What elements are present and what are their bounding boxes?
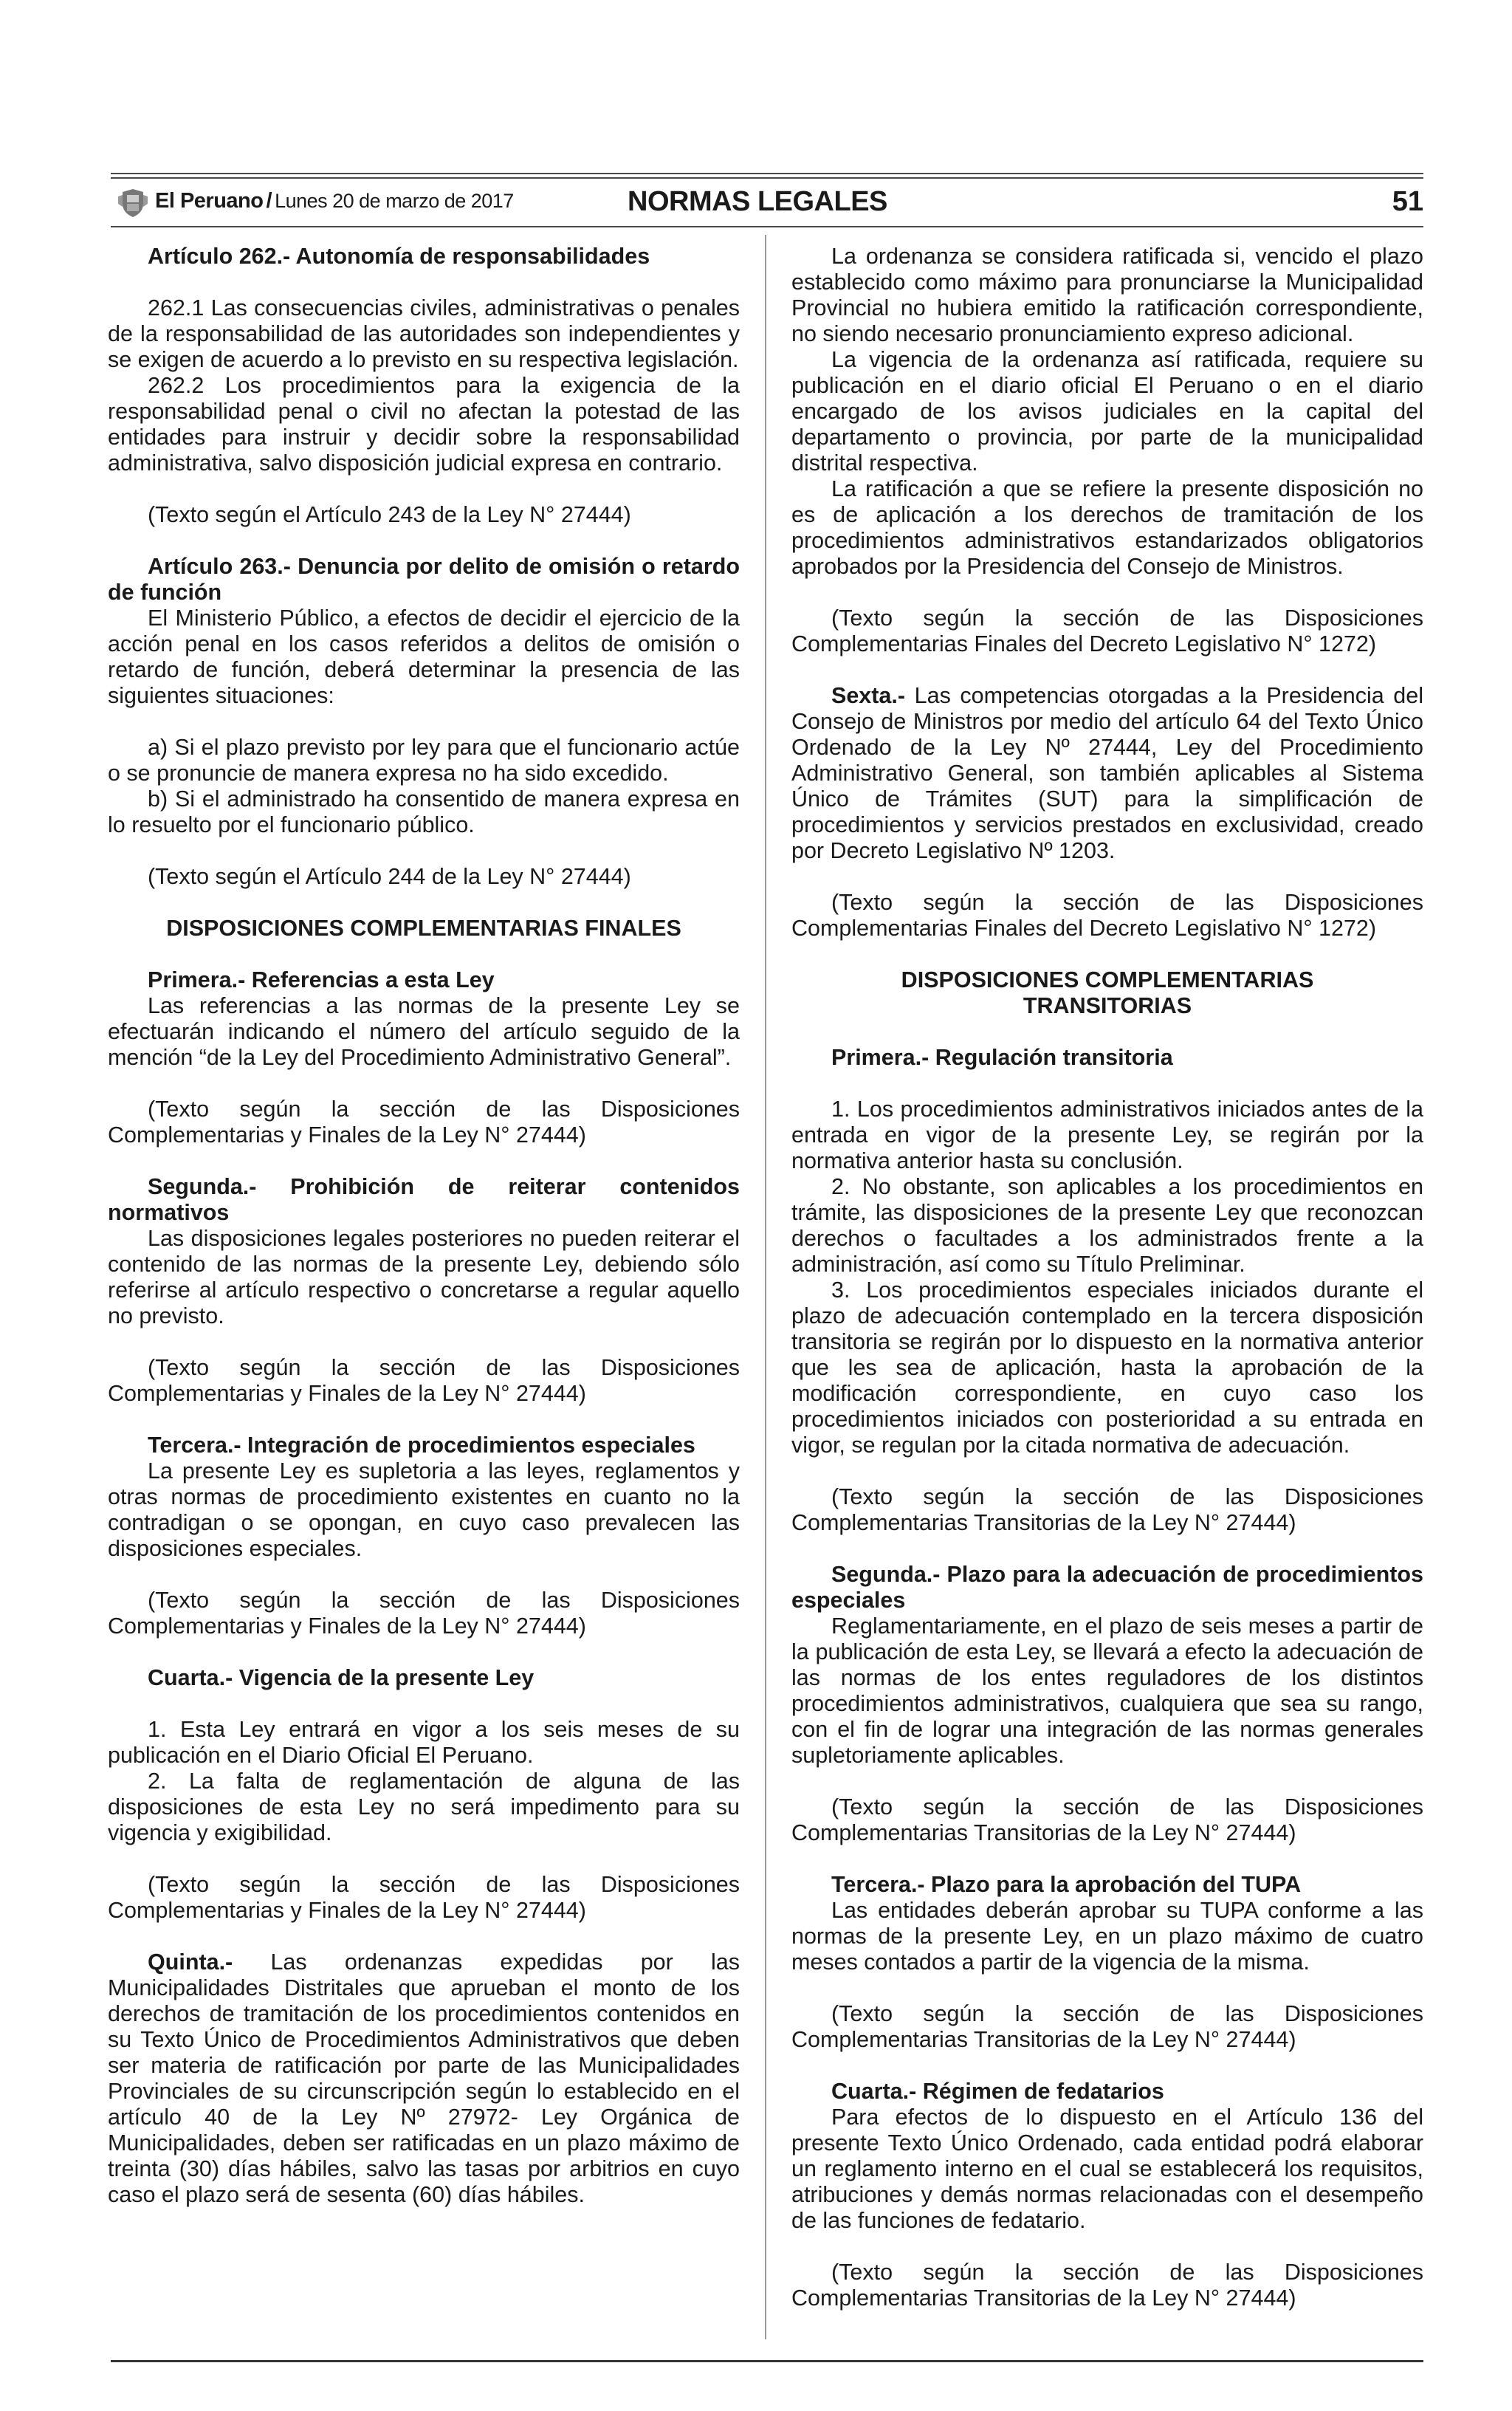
transitional-heading-line-2: TRANSITORIAS [1023,993,1192,1018]
column-divider [765,235,766,2339]
article-263-title: Artículo 263.- Denuncia por delito de omisión o retardo de función [108,554,740,605]
issue-date: Lunes 20 de marzo de 2017 [275,190,514,212]
final-sexta-title: Sexta.- [831,683,906,708]
header-rule [111,226,1423,227]
transitional-cuarta-body: Para efectos de lo dispuesto en el Artículo 136 del presente Texto Único Ordenado, cada entidad podrá elaborar un reglamento interno en el cual se establecerá los requisitos, atribuciones y demás normas relacionadas con el desempeño de las funciones de fedatario. [791,2105,1423,2233]
article-263-b: b) Si el administrado ha consentido de manera expresa en lo resuelto por el funcionario público. [108,786,740,837]
article-262-source: (Texto según el Artículo 243 de la Ley N° 27444) [148,502,631,527]
brand-separator: / [266,189,272,213]
final-tercera-body: La presente Ley es supletoria a las leyes, reglamentos y otras normas de procedimiento existentes en cuanto no la contradigan o se opongan, en cuyo caso prevalecen las disposiciones especiales. [108,1458,740,1561]
transitional-primera-title: Primera.- Regulación transitoria [831,1045,1173,1070]
final-quinta [108,1949,740,2208]
final-provisions-heading: DISPOSICIONES COMPLEMENTARIAS FINALES [166,916,681,941]
quinta-paragraph-4: La ratificación a que se refiere la presente disposición no es de aplicación a los derechos de tramitación de los procedimientos administrativos estandarizados obligatorios aprobados por la Presidencia del Consejo de Ministros. [791,476,1423,579]
final-segunda-body: Las disposiciones legales posteriores no pueden reiterar el contenido de las normas de la presente Ley, debiendo sólo referirse al artículo respectivo o concretarse a regular aquello no previsto. [108,1226,740,1328]
final-cuarta-2: 2. La falta de reglamentación de alguna de las disposiciones de esta Ley no será impedimento para su vigencia y exigibilidad. [108,1769,740,1845]
sexta-source: (Texto según la sección de las Disposiciones Complementarias Finales del Decreto Legislativo N° 1272) [791,890,1423,941]
transitional-tercera-body: Las entidades deberán aprobar su TUPA conforme a las normas de la presente Ley, en un plazo máximo de cuatro meses contados a partir de la vigencia de la misma. [791,1898,1423,1975]
final-quinta-title: Quinta.- [148,1949,233,1975]
transitional-primera-3: 3. Los procedimientos especiales iniciados durante el plazo de adecuación contemplado en la tercera disposición transitoria se regirán por lo dispuesto en la normativa anterior que les sea de aplicación, hasta la aprobación de la modificación correspondiente, en cuyo caso los procedimientos iniciados con posterioridad a su entrada en vigor, se regulan por la citada normativa de adecuación. [791,1277,1423,1458]
final-primera-title: Primera.- Referencias a esta Ley [148,967,495,992]
quinta-paragraph-2: La ordenanza se considera ratificada si, vencido el plazo establecido como máximo para pronunciarse la Municipalidad Provincial no hubiera emitido la ratificación correspondiente, no siendo necesario pronunciamiento expreso adicional. [791,244,1423,346]
transitional-primera-2: 2. No obstante, son aplicables a los procedimientos en trámite, las disposiciones de la presente Ley que reconozcan derechos o facultades a los administrados frente a la administración, así como su Título Preliminar. [791,1174,1423,1277]
right-column [791,244,1423,2311]
article-263-a: a) Si el plazo previsto por ley para que el funcionario actúe o se pronuncie de manera expresa no ha sido excedido. [108,735,740,786]
final-primera-body: Las referencias a las normas de la presente Ley se efectuarán indicando el número del artículo seguido de la mención “de la Ley del Procedimiento Administrativo General”. [108,993,740,1070]
transitional-cuarta-source: (Texto según la sección de las Disposiciones Complementarias Transitorias de la Ley N° 27444) [791,2260,1423,2311]
final-quinta-body: Las ordenanzas expedidas por las Municipalidades Distritales que aprueban el monto de los derechos de tramitación de los procedimientos contenidos en su Texto Único de Procedimientos Administrativos que deben ser materia de ratificación por parte de las Municipalidades Provinciales de su circunscripción según lo establecido en el artículo 40 de la Ley Nº 27972- Ley Orgánica de Municipalidades, deben ser ratificadas en un plazo máximo de treinta (30) días hábiles, salvo las tasas por arbitrios en cuyo caso el plazo será de sesenta (60) días hábiles. [108,1949,740,2207]
left-column [108,244,740,2208]
final-tercera-source: (Texto según la sección de las Disposiciones Complementarias y Finales de la Ley N° 27444) [108,1588,740,1639]
article-263-source: (Texto según el Artículo 244 de la Ley N° 27444) [148,864,631,889]
coat-of-arms-icon [118,189,148,217]
transitional-cuarta-title: Cuarta.- Régimen de fedatarios [831,2079,1164,2104]
article-263-body: El Ministerio Público, a efectos de decidir el ejercicio de la acción penal en los casos referidos a delitos de omisión o retardo de función, deberá determinar la presencia de las siguientes situaciones: [108,606,740,708]
bottom-rule [111,2360,1423,2362]
quinta-paragraph-3: La vigencia de la ordenanza así ratificada, requiere su publicación en el diario oficial El Peruano o en el diario encargado de los avisos judiciales en la capital del departamento o provincia, por parte de la municipalidad distrital respectiva. [791,347,1423,476]
final-cuarta-title: Cuarta.- Vigencia de la presente Ley [148,1665,535,1690]
top-rule-2 [111,177,1423,179]
final-cuarta-source: (Texto según la sección de las Disposiciones Complementarias y Finales de la Ley N° 27444) [108,1872,740,1923]
transitional-segunda-source: (Texto según la sección de las Disposiciones Complementarias Transitorias de la Ley N° 27444) [791,1794,1423,1845]
quinta-source: (Texto según la sección de las Disposiciones Complementarias Finales del Decreto Legislativo N° 1272) [791,606,1423,656]
transitional-tercera-source: (Texto según la sección de las Disposiciones Complementarias Transitorias de la Ley N° 27444) [791,2001,1423,2052]
page-header [111,186,1423,220]
brand-name: El Peruano [155,189,264,213]
transitional-tercera-title: Tercera.- Plazo para la aprobación del TUPA [831,1872,1302,1897]
article-262-2: 262.2 Los procedimientos para la exigencia de la responsabilidad penal o civil no afectan la potestad de las entidades para instruir y decidir sobre la responsabilidad administrativa, salvo disposición judicial expresa en contrario. [108,373,740,476]
section-title: NORMAS LEGALES [628,186,887,217]
final-primera-source: (Texto según la sección de las Disposiciones Complementarias y Finales de la Ley N° 27444) [108,1097,740,1148]
article-262-1: 262.1 Las consecuencias civiles, administrativas o penales de la responsabilidad de las autoridades son independientes y se exigen de acuerdo a lo previsto en su respectiva legislación. [108,295,740,372]
final-cuarta-1: 1. Esta Ley entrará en vigor a los seis meses de su publicación en el Diario Oficial El Peruano. [108,1717,740,1768]
top-rule-1 [111,173,1423,174]
transitional-heading-line-1: DISPOSICIONES COMPLEMENTARIAS [901,967,1314,992]
final-sexta [791,683,1423,864]
page-number: 51 [1392,186,1423,217]
transitional-primera-1: 1. Los procedimientos administrativos iniciados antes de la entrada en vigor de la presente Ley, se regirán por la normativa anterior hasta su conclusión. [791,1097,1423,1173]
transitional-segunda-body: Reglamentariamente, en el plazo de seis meses a partir de la publicación de esta Ley, se llevará a efecto la adecuación de las normas de los entes reguladores de los distintos procedimientos administrativos, cualquiera que sea su rango, con el fin de lograr una integración de las normas generales supletoriamente aplicables. [791,1613,1423,1768]
transitional-segunda-title: Segunda.- Plazo para la adecuación de procedimientos especiales [791,1562,1423,1613]
final-sexta-body: Las competencias otorgadas a la Presidencia del Consejo de Ministros por medio del artículo 64 del Texto Único Ordenado de la Ley Nº 27444, Ley del Procedimiento Administrativo General, son también aplicables al Sistema Único de Trámites (SUT) para la simplificación de procedimientos y servicios prestados en exclusividad, creado por Decreto Legislativo Nº 1203. [791,683,1423,863]
final-segunda-title: Segunda.- Prohibición de reiterar contenidos normativos [108,1174,740,1225]
transitional-primera-source: (Texto según la sección de las Disposiciones Complementarias Transitorias de la Ley N° 27444) [791,1484,1423,1535]
final-segunda-source: (Texto según la sección de las Disposiciones Complementarias y Finales de la Ley N° 27444) [108,1355,740,1406]
masthead [155,189,514,213]
article-262-title: Artículo 262.- Autonomía de responsabilidades [148,244,650,269]
final-tercera-title: Tercera.- Integración de procedimientos especiales [148,1433,695,1458]
